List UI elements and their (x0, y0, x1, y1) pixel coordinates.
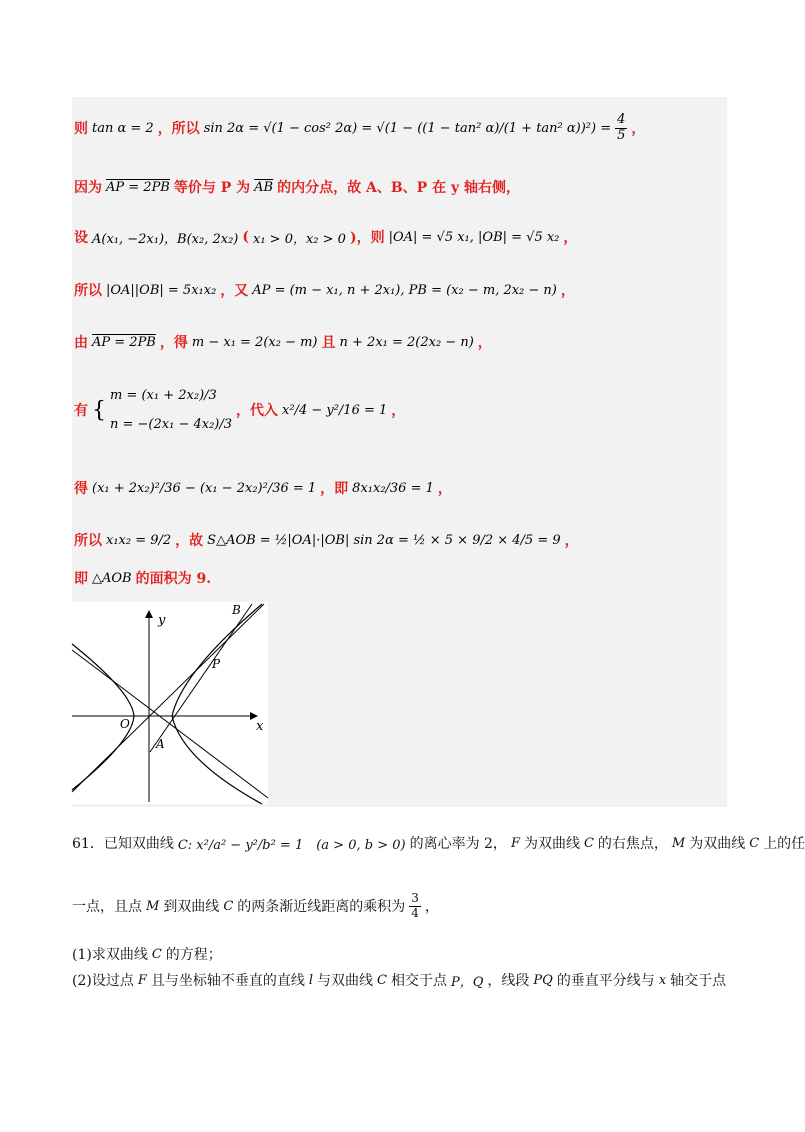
formula: AP = 2PB (92, 334, 156, 350)
formula: AP = 2PB (106, 179, 170, 195)
formula: $\overline{AB}$ (254, 179, 274, 195)
solution-line-5 (74, 330, 492, 354)
formula: C: x²/a² − y²/b² = 1 (a > 0, b > 0) (177, 837, 406, 853)
text: ，代入 (236, 403, 279, 419)
label-b: B (232, 603, 241, 617)
formula: (x₁ + 2x₂)²/36 − (x₁ − 2x₂)²/36 = 1 (92, 480, 317, 496)
solution-line-6 (74, 372, 405, 448)
solution-line-7 (74, 470, 452, 506)
text: 的内分点，故 A、B、P 在 y 轴右侧， (277, 180, 520, 196)
text: 的面积为 9. (135, 571, 212, 587)
text: ， (563, 230, 578, 246)
problem-line-3 (72, 942, 222, 966)
formula: x₁x₂ = 9/2 (106, 532, 172, 548)
fraction (409, 892, 421, 919)
text: ， (564, 533, 579, 549)
fraction-denominator: 5 (617, 127, 626, 143)
text: 所以 (74, 533, 102, 549)
formula: 8x₁x₂/36 = 1 (352, 480, 434, 496)
formula: P，Q (451, 974, 484, 990)
formula: m = (x₁ + 2x₂)/3 (110, 388, 217, 403)
label-y: y (158, 613, 166, 628)
fraction (615, 113, 627, 143)
formula: m − x₁ = 2(x₂ − m) (191, 334, 318, 350)
formula: F (137, 972, 147, 988)
solution-line-1 (74, 110, 645, 146)
text: ， (477, 335, 492, 351)
text: ， (424, 899, 439, 915)
equation-system (110, 388, 232, 432)
formula: PQ (533, 972, 553, 988)
text: 的两条渐近线距离的乘积为 (237, 899, 406, 915)
formula: C (223, 898, 234, 914)
solution-line-3 (74, 225, 577, 249)
text: 的垂直平分线与 (556, 973, 655, 989)
text: 上的任 (763, 836, 805, 852)
text: 61．已知双曲线 (72, 836, 174, 852)
text: (2)设过点 (72, 973, 134, 989)
label-p: P (212, 657, 221, 671)
text: ，故 (175, 533, 204, 549)
text: ， (560, 283, 575, 299)
formula: tan α = 2 (92, 120, 154, 136)
formula: C (749, 835, 760, 851)
text: 有 (74, 403, 88, 419)
text: ， (437, 481, 452, 497)
text: 且 (321, 335, 336, 351)
text: ，又 (220, 283, 249, 299)
text: 由 (74, 335, 88, 351)
text: 的方程； (165, 947, 222, 963)
formula: M (146, 898, 160, 914)
text: )，则 (349, 230, 385, 246)
text: ，线段 (487, 973, 530, 989)
text: 所以 (74, 283, 102, 299)
brace-icon: { (92, 397, 106, 423)
text: 等价与 P 为 (173, 180, 251, 196)
formula: x₁ > 0，x₂ > 0 (253, 231, 346, 247)
text: ( (242, 229, 249, 245)
formula: M (671, 835, 686, 851)
text: 的离心率为 2， (409, 836, 507, 852)
formula: x²/4 − y²/16 = 1 (282, 402, 388, 418)
fraction-numerator: 4 (617, 112, 626, 128)
formula: C (583, 835, 594, 851)
text: 为双曲线 (689, 836, 746, 852)
fraction-numerator: 3 (411, 891, 419, 906)
text: 即 (74, 571, 88, 587)
problem-line-1 (72, 828, 805, 858)
formula: S△AOB = ½|OA|·|OB| sin 2α = ½ × 5 × 9/2 × 4/5 = 9 (207, 532, 561, 548)
formula: x (658, 972, 667, 988)
text: 与双曲线 (317, 973, 374, 989)
formula: C (377, 972, 387, 988)
text: 则 (74, 121, 88, 137)
problem-line-2 (72, 888, 439, 924)
hyperbola-figure (72, 602, 268, 804)
text: ，即 (320, 481, 349, 497)
solution-line-8 (74, 522, 579, 558)
formula: n + 2x₁ = 2(2x₂ − n) (339, 334, 474, 350)
text: 的右焦点， (597, 836, 668, 852)
text: 到双曲线 (163, 899, 220, 915)
fraction-denominator: 4 (411, 905, 419, 920)
text: 设 (74, 230, 88, 246)
formula: sin 2α = √(1 − cos² 2α) = √(1 − ((1 − tan² α)/(1 + tan² α))²) = (203, 120, 612, 136)
solution-line-4 (74, 278, 575, 302)
text: 且与坐标轴不垂直的直线 (150, 973, 305, 989)
asymptote-2 (72, 604, 264, 792)
text: (1)求双曲线 (72, 947, 148, 963)
formula: n = −(2x₁ − 4x₂)/3 (110, 417, 233, 432)
text: ， (391, 403, 406, 419)
text: 因为 (74, 180, 102, 196)
text: 一点，且点 (72, 899, 142, 915)
label-x: x (256, 719, 264, 734)
solution-line-2 (74, 175, 520, 199)
formula: |OA||OB| = 5x₁x₂ (106, 282, 217, 298)
formula: l (308, 972, 314, 988)
hyperbola-right-branch (172, 604, 262, 804)
formula: △AOB (92, 570, 132, 586)
text: 轴交于点 (670, 973, 727, 989)
formula: C (151, 946, 162, 962)
formula: F (510, 835, 520, 851)
text: 为双曲线 (523, 836, 580, 852)
formula: A(x₁, −2x₁)，B(x₂, 2x₂) (92, 231, 239, 247)
text: 相交于点 (391, 973, 447, 989)
text: ， (631, 121, 646, 137)
hyperbola-diagram (72, 602, 268, 804)
problem-line-4 (72, 968, 726, 992)
formula: AP = (m − x₁, n + 2x₁), PB = (x₂ − m, 2x₂ − n) (252, 282, 557, 298)
label-a: A (156, 737, 165, 751)
asymptote-1 (72, 650, 268, 798)
solution-line-9 (74, 566, 211, 590)
text: 得 (74, 481, 88, 497)
formula: |OA| = √5 x₁, |OB| = √5 x₂ (388, 229, 560, 245)
label-o: O (120, 717, 130, 731)
text: ，得 (159, 335, 188, 351)
text: ，所以 (157, 121, 200, 137)
